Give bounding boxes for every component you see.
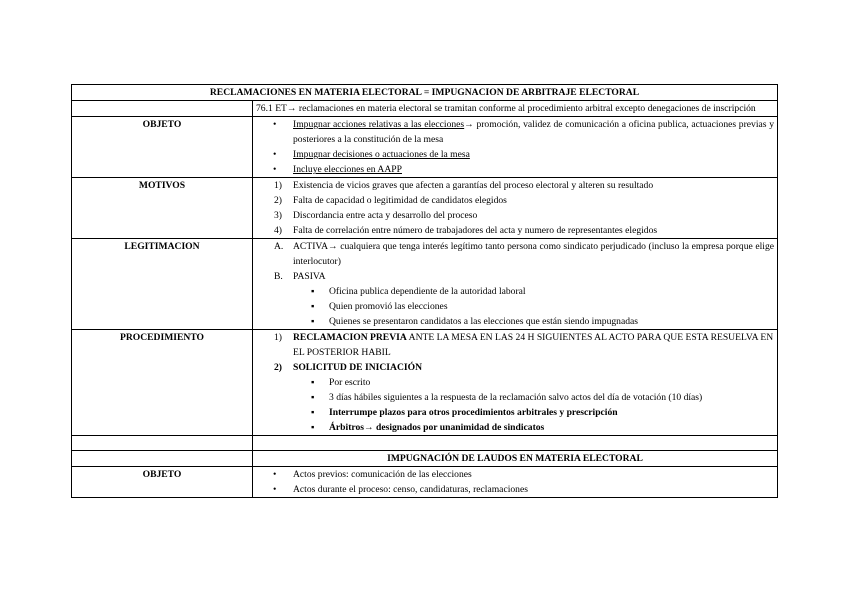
bullet-icon: • xyxy=(273,119,277,130)
square-bullet-icon: ▪ xyxy=(311,286,315,297)
section2-objeto-label: OBJETO xyxy=(72,467,253,498)
procedimiento-row xyxy=(72,330,778,436)
procedimiento-label: PROCEDIMIENTO xyxy=(72,330,253,436)
bullet-icon: • xyxy=(273,484,277,495)
square-bullet-icon: ▪ xyxy=(311,377,315,388)
intro-label-cell xyxy=(72,101,253,117)
motivos-cell xyxy=(253,178,778,239)
bullet-icon: • xyxy=(273,164,277,175)
document xyxy=(71,84,777,498)
objeto-row xyxy=(72,117,778,178)
list-item: • Impugnar decisiones o actuaciones de la mesa xyxy=(273,149,470,160)
table-title: RECLAMACIONES EN MATERIA ELECTORAL = IMPUGNACION DE ARBITRAJE ELECTORAL xyxy=(72,85,778,101)
list-item: 1) Existencia de vicios graves que afecten a garantías del proceso electoral y alteren su resultado xyxy=(274,180,654,191)
list-item: 4) Falta de correlación entre número de trabajadores del acta y numero de representantes elegidos xyxy=(274,225,658,236)
square-bullet-icon: ▪ xyxy=(311,407,315,418)
intro-row xyxy=(72,101,778,117)
electoral-table xyxy=(71,84,778,498)
empty-cell xyxy=(72,451,253,467)
square-bullet-icon: ▪ xyxy=(311,301,315,312)
motivos-label: MOTIVOS xyxy=(72,178,253,239)
legitimacion-row xyxy=(72,239,778,330)
procedimiento-cell xyxy=(253,330,778,436)
list-item: ▪ Árbitros→ designados por unanimidad de sindicatos xyxy=(311,422,545,433)
list-item: A. ACTIVA→ cualquiera que tenga interés legítimo tanto persona como sindicato perjudicado (incluso la empresa porque elige interlocutor) xyxy=(274,241,775,267)
list-item: 2) SOLICITUD DE INICIACIÓN xyxy=(274,362,423,373)
square-bullet-icon: ▪ xyxy=(311,316,315,327)
objeto-label: OBJETO xyxy=(72,117,253,178)
list-item: • Incluye elecciones en AAPP xyxy=(273,164,402,175)
legitimacion-cell xyxy=(253,239,778,330)
list-item: ▪ Quienes se presentaron candidatos a las elecciones que están siendo impugnadas xyxy=(311,316,639,327)
list-item: • Actos previos: comunicación de las elecciones xyxy=(273,469,472,480)
list-item: ▪ Interrumpe plazos para otros procedimientos arbitrales y prescripción xyxy=(311,407,618,418)
list-item: ▪ Por escrito xyxy=(311,377,371,388)
list-item: 1) RECLAMACION PREVIA ANTE LA MESA EN LAS 24 H SIGUIENTES AL ACTO PARA QUE ESTA RESUELVA EN EL POSTERIOR HABIL xyxy=(274,332,774,358)
legitimacion-label: LEGITIMACION xyxy=(72,239,253,330)
bullet-icon: • xyxy=(273,149,277,160)
bullet-icon: • xyxy=(273,469,277,480)
empty-cell xyxy=(72,436,253,451)
list-item: • Actos durante el proceso: censo, candidaturas, reclamaciones xyxy=(273,484,528,495)
spacer-row xyxy=(72,436,778,451)
section2-objeto-cell xyxy=(253,467,778,498)
list-item: B. PASIVA xyxy=(274,271,326,282)
section2-title: IMPUGNACIÓN DE LAUDOS EN MATERIA ELECTORAL xyxy=(253,451,778,467)
list-item: 2) Falta de capacidad o legitimidad de candidatos elegidos xyxy=(274,195,507,206)
motivos-row xyxy=(72,178,778,239)
list-item: ▪ 3 días hábiles siguientes a la respuesta de la reclamación salvo actos del día de votación (10 días) xyxy=(311,392,703,403)
empty-cell xyxy=(253,436,778,451)
list-item: • Impugnar acciones relativas a las elecciones→ promoción, validez de comunicación a oficina publica, actuaciones previas y posteriores a la constitución de la mesa xyxy=(273,119,774,145)
intro-text: 76.1 ET→ reclamaciones en materia electoral se tramitan conforme al procedimiento arbitral excepto denegaciones de inscripción xyxy=(253,101,778,117)
list-item: 3) Discordancia entre acta y desarrollo del proceso xyxy=(274,210,478,221)
square-bullet-icon: ▪ xyxy=(311,392,315,403)
title-row xyxy=(72,85,778,101)
list-item: ▪ Oficina publica dependiente de la autoridad laboral xyxy=(311,286,526,297)
section2-title-row xyxy=(72,451,778,467)
section2-objeto-row xyxy=(72,467,778,498)
square-bullet-icon: ▪ xyxy=(311,422,315,433)
list-item: ▪ Quien promovió las elecciones xyxy=(311,301,448,312)
objeto-cell xyxy=(253,117,778,178)
